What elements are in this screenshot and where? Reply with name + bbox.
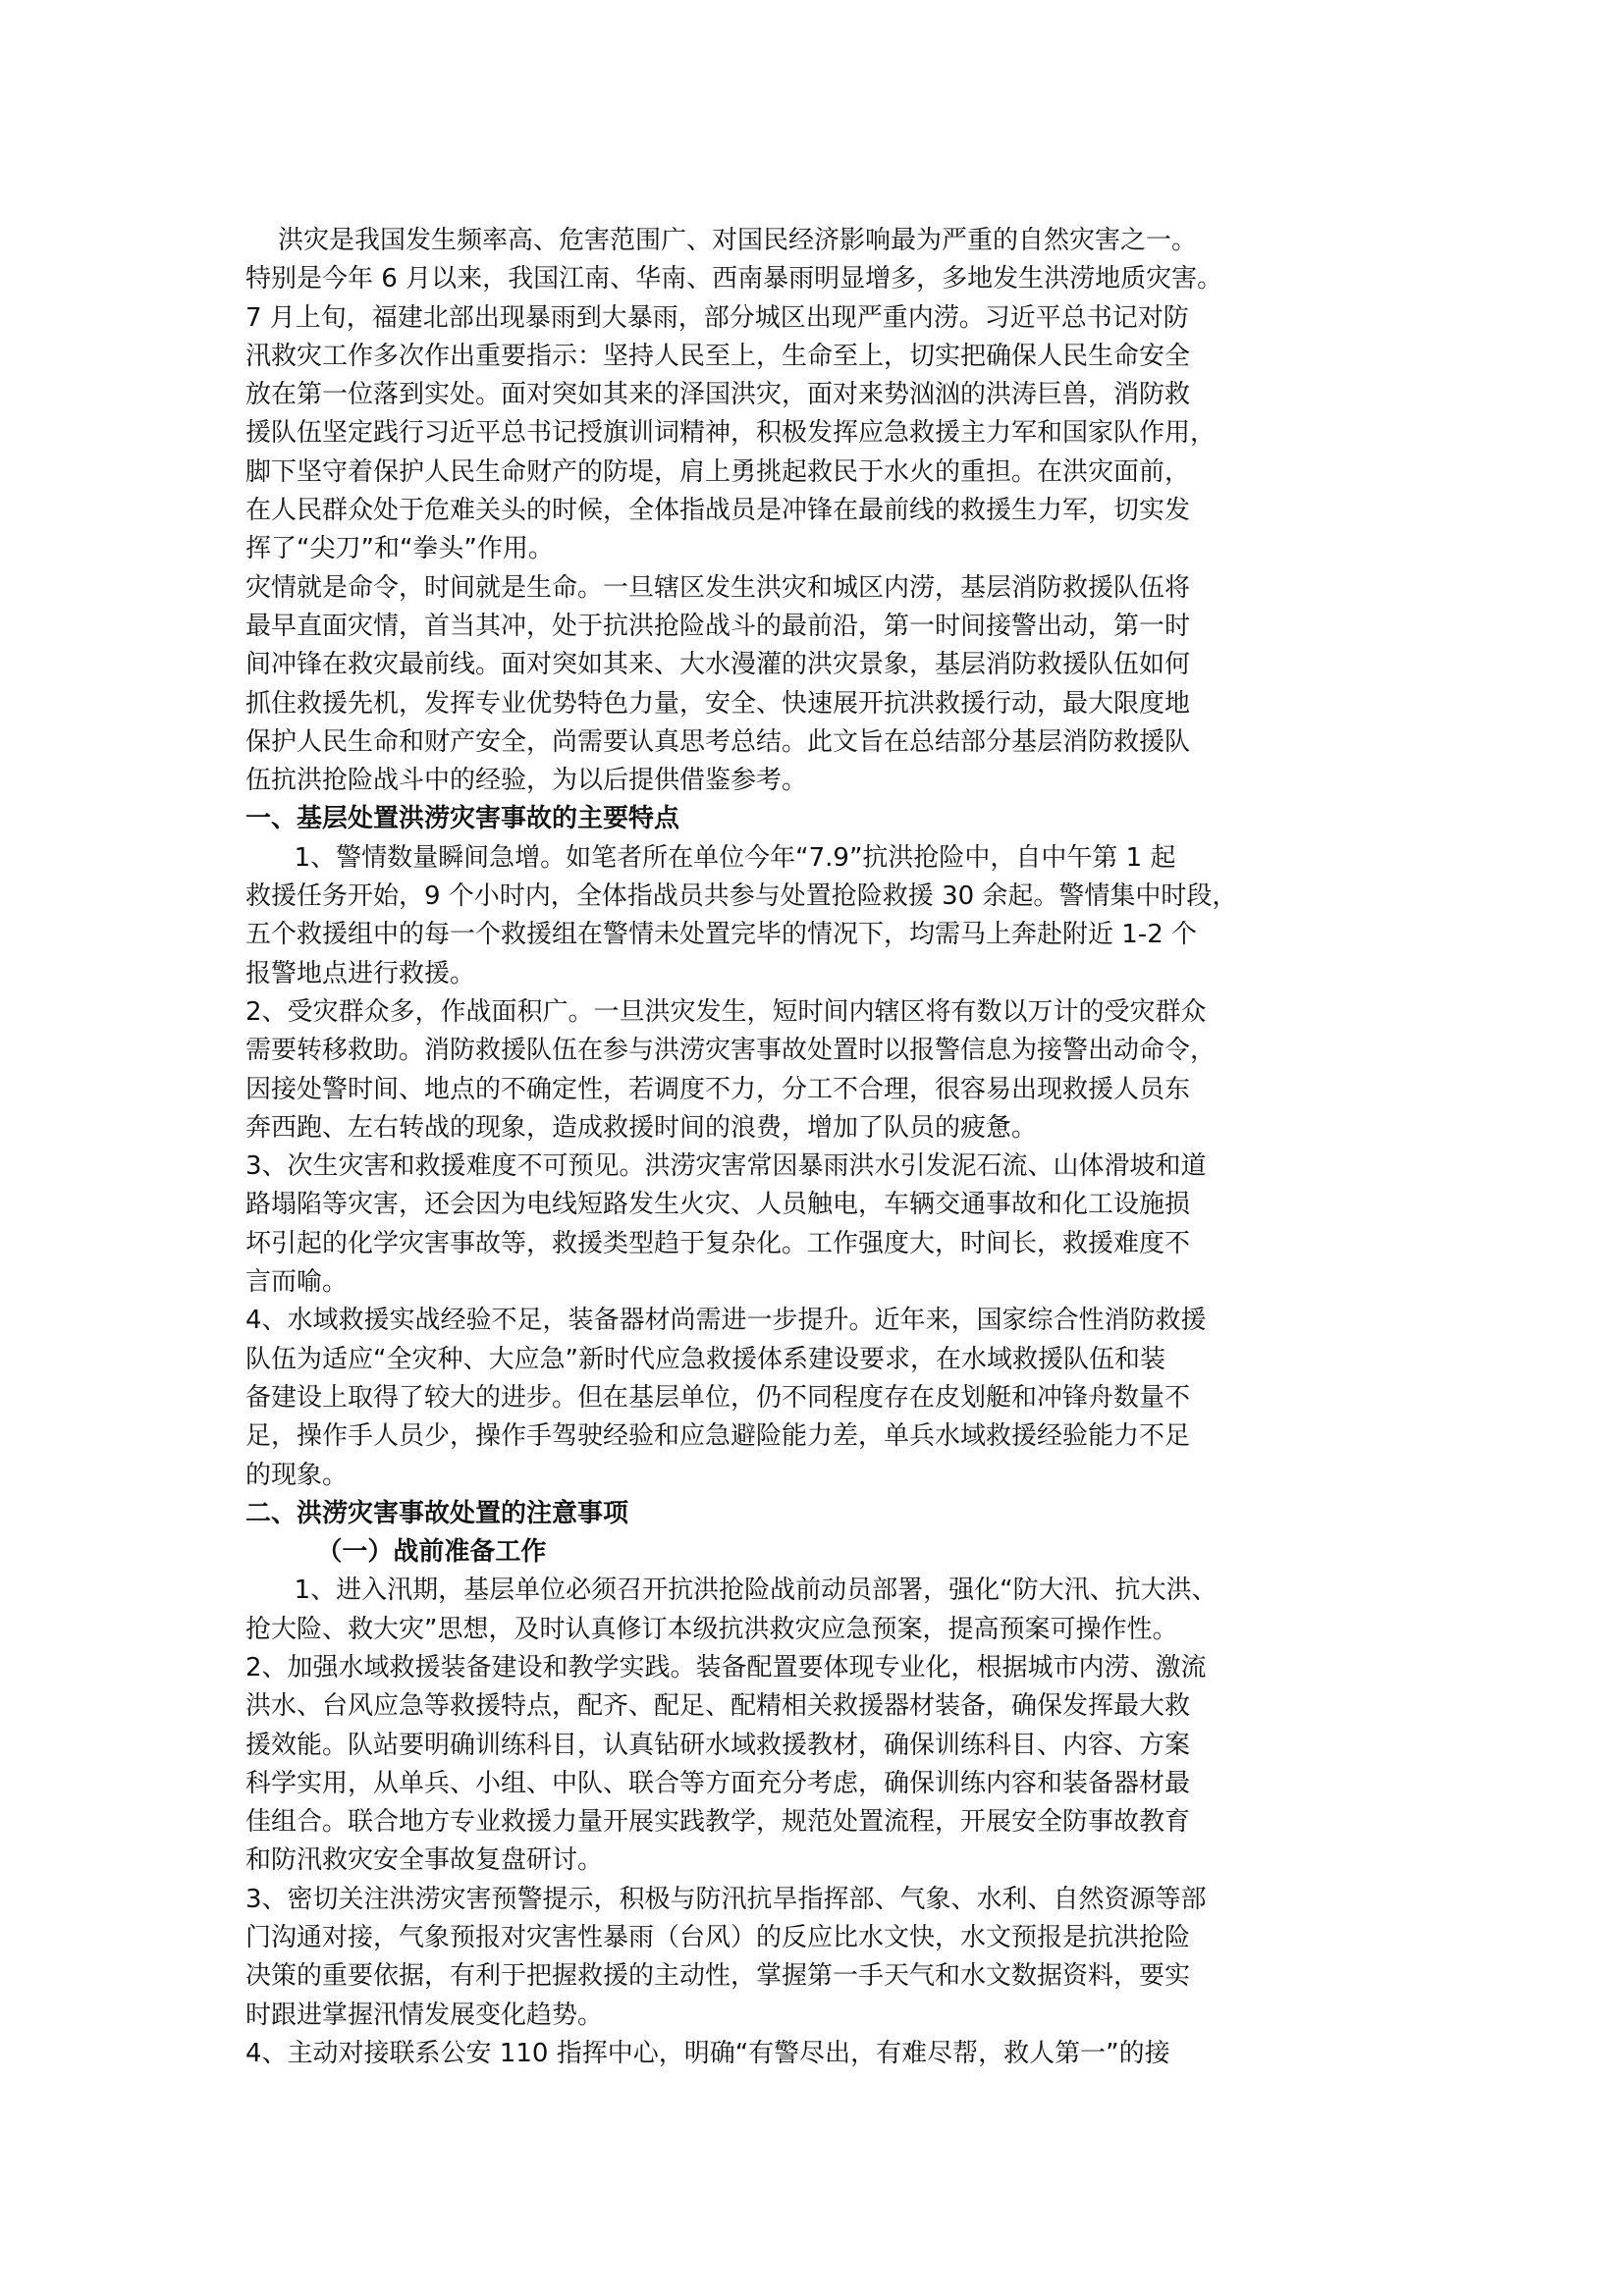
text-line: 时跟进掌握汛情发展变化趋势。 bbox=[245, 2000, 604, 2030]
text-line: 奔西跑、左右转战的现象，造成救援时间的浪费，增加了队员的疲惫。 bbox=[245, 1112, 1038, 1143]
text-line: 最早直面灾情，首当其冲，处于抗洪抢险战斗的最前沿，第一时间接警出动，第一时 bbox=[245, 611, 1191, 641]
text-line: 队伍为适应“全灾种、大应急”新时代应急救援体系建设要求，在水域救援队伍和装 bbox=[245, 1344, 1165, 1374]
text-line: 挥了“尖刀”和“拳头”作用。 bbox=[245, 534, 554, 564]
text-line: 需要转移救助。消防救援队伍在参与洪涝灾害事故处置时以报警信息为接警出动命令， bbox=[245, 1036, 1217, 1066]
text-line: 汛救灾工作多次作出重要指示：坚持人民至上，生命至上，切实把确保人民生命安全 bbox=[245, 341, 1191, 371]
text-line: 抢大险、救大灾”思想，及时认真修订本级抗洪救灾应急预案，提高预案可操作性。 bbox=[245, 1614, 1178, 1644]
text-line: 3、密切关注洪涝灾害预警提示，积极与防汛抗旱指挥部、气象、水利、自然资源等部 bbox=[245, 1884, 1207, 1914]
text-line: 洪灾是我国发生频率高、危害范围广、对国民经济影响最为严重的自然灾害之一。 bbox=[245, 226, 1198, 255]
section-heading: （一）战前准备工作 bbox=[245, 1537, 547, 1568]
text-line: 报警地点进行救援。 bbox=[245, 958, 476, 988]
text-line: 特别是今年 6 月以来，我国江南、华南、西南暴雨明显增多，多地发生洪涝地质灾害。 bbox=[245, 264, 1223, 294]
text-line: 科学实用，从单兵、小组、中队、联合等方面充分考虑，确保训练内容和装备器材最 bbox=[245, 1768, 1191, 1798]
text-line: 伍抗洪抢险战斗中的经验，为以后提供借鉴参考。 bbox=[245, 766, 808, 796]
text-line: 4、主动对接联系公安 110 指挥中心，明确“有警尽出，有难尽帮，救人第一”的接 bbox=[245, 2038, 1170, 2068]
text-line: 间冲锋在救灾最前线。面对突如其来、大水漫灌的洪灾景象，基层消防救援队伍如何 bbox=[245, 650, 1191, 680]
text-line: 足，操作手人员少，操作手驾驶经验和应急避险能力差，单兵水域救援经验能力不足 bbox=[245, 1421, 1191, 1452]
text-line: 2、加强水域救援装备建设和教学实践。装备配置要体现专业化，根据城市内涝、激流 bbox=[245, 1652, 1207, 1682]
text-line: 五个救援组中的每一个救援组在警情未处置完毕的情况下，均需马上奔赴附近 1-2 个 bbox=[245, 920, 1197, 950]
text-line: 1、警情数量瞬间急增。如笔者所在单位今年“7.9”抗洪抢险中，自中午第 1 起 bbox=[245, 842, 1176, 873]
document-page bbox=[245, 222, 1384, 2073]
text-line: 援效能。队站要明确训练科目，认真钻研水域救援教材，确保训练科目、内容、方案 bbox=[245, 1730, 1191, 1760]
text-line: 脚下坚守着保护人民生命财产的防堤，肩上勇挑起救民于水火的重担。在洪灾面前， bbox=[245, 456, 1191, 487]
text-line: 抓住救援先机，发挥专业优势特色力量，安全、快速展开抗洪救援行动，最大限度地 bbox=[245, 688, 1191, 719]
section-heading: 一、基层处置洪涝灾害事故的主要特点 bbox=[245, 804, 680, 834]
text-line: 决策的重要依据，有利于把握救援的主动性，掌握第一手天气和水文数据资料，要实 bbox=[245, 1961, 1191, 1992]
text-line: 在人民群众处于危难关头的时候，全体指战员是冲锋在最前线的救援生力军，切实发 bbox=[245, 496, 1191, 526]
text-line: 备建设上取得了较大的进步。但在基层单位，仍不同程度存在皮划艇和冲锋舟数量不 bbox=[245, 1382, 1191, 1413]
text-line: 保护人民生命和财产安全，尚需要认真思考总结。此文旨在总结部分基层消防救援队 bbox=[245, 726, 1191, 757]
text-line: 言而喻。 bbox=[245, 1267, 349, 1298]
text-line: 门沟通对接，气象预报对灾害性暴雨（台风）的反应比水文快，水文预报是抗洪抢险 bbox=[245, 1923, 1191, 1953]
text-line: 和防汛救灾安全事故复盘研讨。 bbox=[245, 1845, 604, 1876]
text-line: 救援任务开始，9 个小时内，全体指战员共参与处置抢险救援 30 余起。警情集中时段， bbox=[245, 881, 1238, 912]
text-line: 灾情就是命令，时间就是生命。一旦辖区发生洪灾和城区内涝，基层消防救援队伍将 bbox=[245, 572, 1191, 603]
text-line: 佳组合。联合地方专业救援力量开展实践教学，规范处置流程，开展安全防事故教育 bbox=[245, 1807, 1191, 1838]
text-line: 坏引起的化学灾害事故等，救援类型趋于复杂化。工作强度大，时间长，救援难度不 bbox=[245, 1228, 1191, 1258]
text-line: 的现象。 bbox=[245, 1460, 349, 1490]
text-line: 4、水域救援实战经验不足，装备器材尚需进一步提升。近年来，国家综合性消防救援 bbox=[245, 1306, 1207, 1336]
text-line: 援队伍坚定践行习近平总书记授旗训词精神，积极发挥应急救援主力军和国家队作用， bbox=[245, 418, 1217, 449]
text-line: 因接处警时间、地点的不确定性，若调度不力，分工不合理，很容易出现救援人员东 bbox=[245, 1074, 1191, 1104]
section-heading: 二、洪涝灾害事故处置的注意事项 bbox=[245, 1498, 629, 1528]
text-line: 路塌陷等灾害，还会因为电线短路发生火灾、人员触电，车辆交通事故和化工设施损 bbox=[245, 1190, 1191, 1220]
text-line: 放在第一位落到实处。面对突如其来的泽国洪灾，面对来势汹汹的洪涛巨兽，消防救 bbox=[245, 380, 1191, 410]
text-line: 2、受灾群众多，作战面积广。一旦洪灾发生，短时间内辖区将有数以万计的受灾群众 bbox=[245, 996, 1207, 1027]
text-line: 1、进入汛期，基层单位必须召开抗洪抢险战前动员部署，强化“防大汛、抗大洪、 bbox=[245, 1575, 1218, 1606]
text-line: 3、次生灾害和救援难度不可预见。洪涝灾害常因暴雨洪水引发泥石流、山体滑坡和道 bbox=[245, 1151, 1207, 1182]
text-line: 7 月上旬，福建北部出现暴雨到大暴雨，部分城区出现严重内涝。习近平总书记对防 bbox=[245, 302, 1189, 333]
text-line: 洪水、台风应急等救援特点，配齐、配足、配精相关救援器材装备，确保发挥最大救 bbox=[245, 1691, 1191, 1722]
